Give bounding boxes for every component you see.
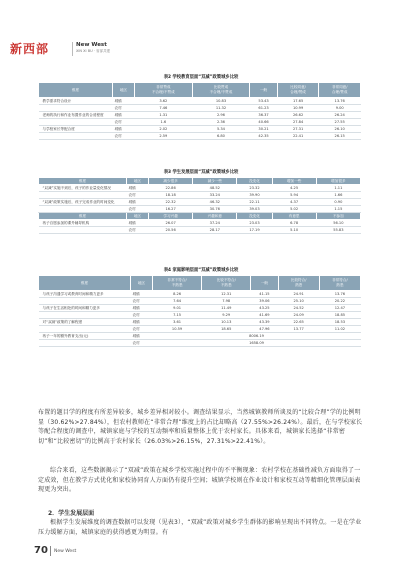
table4-caption: 表4 家庭影响层面“双减”政策城乡比较 bbox=[163, 268, 239, 273]
row-value: 24.91 bbox=[278, 291, 319, 298]
row-value: 10.83 bbox=[192, 98, 250, 105]
row-value: 17.19 bbox=[237, 227, 272, 234]
row-value: 22.32 bbox=[149, 199, 193, 206]
table-subheader-row bbox=[39, 213, 361, 220]
row-item bbox=[39, 298, 131, 305]
table3-header: 维度 bbox=[39, 178, 127, 185]
table-row bbox=[39, 319, 361, 326]
table-row bbox=[39, 298, 361, 305]
footer-journal-name: New West bbox=[54, 549, 77, 554]
row-value: 22.65 bbox=[278, 319, 319, 326]
row-value: 16.27 bbox=[149, 206, 193, 213]
row-value: 53.43 bbox=[250, 98, 278, 105]
row-region: 城镇 bbox=[127, 220, 149, 227]
row-value: 17.65 bbox=[277, 98, 319, 105]
row-item: “双减”政策实施后，孩子完成作业的时间变化 bbox=[39, 199, 127, 206]
table-row bbox=[39, 133, 361, 140]
row-value: 2.59 bbox=[135, 133, 193, 140]
row-value: 25.10 bbox=[278, 298, 319, 305]
table-row bbox=[39, 206, 361, 213]
journal-subtitle: XIN XI BU · 省部共建 bbox=[76, 49, 111, 53]
row-region: 城镇 bbox=[113, 112, 135, 119]
row-value: 43.25 bbox=[251, 305, 278, 312]
row-value: 12.31 bbox=[202, 291, 251, 298]
row-value: 18.18 bbox=[149, 192, 193, 199]
row-value: 1.15 bbox=[316, 206, 360, 213]
row-region: 城镇 bbox=[131, 291, 153, 298]
table-row bbox=[39, 126, 361, 133]
row-value: 6.80 bbox=[192, 133, 250, 140]
page-number: 70 bbox=[34, 545, 48, 556]
row-value: 11.02 bbox=[319, 326, 360, 333]
row-value: 18.85 bbox=[319, 312, 360, 319]
table4-header: 非常不符合/ 不熟悉 bbox=[153, 276, 202, 291]
table3-caption: 表3 学生发展层面“双减”政策城乡比较 bbox=[163, 170, 239, 175]
row-region: 农村 bbox=[131, 312, 153, 319]
row-value: 24.09 bbox=[278, 312, 319, 319]
row-region: 农村 bbox=[113, 119, 135, 126]
table-row bbox=[39, 185, 361, 192]
row-value: 7.46 bbox=[135, 105, 193, 112]
row-value: 1.31 bbox=[135, 112, 193, 119]
row-value: 1.6 bbox=[135, 119, 193, 126]
table4-header: 地区 bbox=[131, 276, 153, 291]
table-row bbox=[39, 305, 361, 312]
row-value: 61.23 bbox=[250, 105, 278, 112]
row-value: 3.62 bbox=[135, 98, 193, 105]
row-item bbox=[39, 133, 113, 140]
row-value: 30.21 bbox=[250, 126, 278, 133]
row-value: 0.90 bbox=[316, 199, 360, 206]
row-value: 22.41 bbox=[277, 133, 319, 140]
journal-name-en: New West bbox=[76, 42, 107, 48]
table-subheader: 没变化 bbox=[237, 213, 272, 220]
row-region: 农村 bbox=[127, 206, 149, 213]
row-value: 1.66 bbox=[316, 192, 360, 199]
row-region: 农村 bbox=[131, 298, 153, 305]
table2-header: 非常赞成 不合理/不赞成 bbox=[135, 83, 193, 98]
table-row bbox=[39, 326, 361, 333]
row-item bbox=[39, 227, 127, 234]
row-region: 农村 bbox=[127, 227, 149, 234]
row-value: 42.35 bbox=[250, 133, 278, 140]
row-value: 26.10 bbox=[319, 126, 361, 133]
row-value: 3.61 bbox=[153, 319, 202, 326]
row-value: 36.37 bbox=[250, 112, 278, 119]
row-value: 13.76 bbox=[319, 98, 361, 105]
table3-header: 增加很多 bbox=[316, 178, 360, 185]
table-row bbox=[39, 192, 361, 199]
row-region: 城镇 bbox=[113, 126, 135, 133]
row-value: 27.55 bbox=[319, 119, 361, 126]
table4-header: 一般 bbox=[251, 276, 278, 291]
body-paragraph-2: 综合来看，这些数据揭示了“双减”政策在城乡学校实施过程中的不平衡现象：农村学校在基础性减负方面取得了一定成效，但在教学方式优化和家校协同育人方面仍有提升空间；城镇学校则在作业设计和家校互动等精细化管理层面表现更为突出。 bbox=[38, 467, 361, 493]
row-value: 24.52 bbox=[278, 305, 319, 312]
table-row bbox=[39, 220, 361, 227]
table-subheader: 地区 bbox=[127, 213, 149, 220]
row-region: 农村 bbox=[131, 340, 153, 347]
row-value: 33.24 bbox=[193, 192, 237, 199]
row-value: 5.10 bbox=[272, 227, 316, 234]
row-value: 8006.19 bbox=[153, 333, 361, 340]
row-value: 37.24 bbox=[193, 220, 237, 227]
row-item bbox=[39, 312, 131, 319]
table3 bbox=[38, 177, 361, 234]
row-value: 10.99 bbox=[277, 105, 319, 112]
row-value: 56.10 bbox=[316, 220, 360, 227]
row-item: 教学需求符合设计 bbox=[39, 98, 113, 105]
row-value: 5.34 bbox=[192, 126, 250, 133]
row-region: 城镇 bbox=[127, 199, 149, 206]
table2-header: 地区 bbox=[113, 83, 135, 98]
logo-divider bbox=[72, 42, 73, 56]
table-row bbox=[39, 119, 361, 126]
table-row bbox=[39, 291, 361, 298]
row-region: 城镇 bbox=[113, 98, 135, 105]
row-item bbox=[39, 340, 131, 347]
row-value: 4.37 bbox=[272, 199, 316, 206]
row-value: 46.32 bbox=[193, 199, 237, 206]
table-row bbox=[39, 333, 361, 340]
row-value: 10.13 bbox=[202, 319, 251, 326]
row-value: 2.96 bbox=[192, 112, 250, 119]
body-paragraph-1: 布置的题目学的程度有所差异较多，城乡差异相对较小。调查结果显示，当然城镇教师所谈及的“比较合理”学的比例明显（30.62%>27.84%），但农村教师在“非常合理”维度上的占比却略高（27.55%>26.24%）。最后，在与学校家长等配合程度的调查中，城镇家庭与学校的互动频率和质量整体上优于农村家长。具体来看，城镇家长选择“非常密切”和“比较密切”的比例高于农村家长（26.03%>26.15%，27.31%>22.41%）。 bbox=[38, 409, 363, 445]
table2-caption: 表2 学校教育层面“双减”政策城乡比较 bbox=[163, 75, 239, 80]
row-value: 13.77 bbox=[278, 326, 319, 333]
row-value: 8.26 bbox=[153, 291, 202, 298]
table-row bbox=[39, 340, 361, 347]
row-region: 农村 bbox=[127, 192, 149, 199]
row-item: 与孩子沟通学习或教育时间和精力更多 bbox=[39, 291, 131, 298]
row-value: 7.98 bbox=[202, 298, 251, 305]
row-value: 26.07 bbox=[149, 220, 193, 227]
row-value: 55.83 bbox=[316, 227, 360, 234]
table-subheader: 不参加 bbox=[316, 213, 360, 220]
footer-divider bbox=[50, 546, 51, 556]
row-value: 5.94 bbox=[272, 192, 316, 199]
row-item: 孩子自愿参加的课外辅导机构 bbox=[39, 220, 127, 227]
row-value: 41.69 bbox=[251, 312, 278, 319]
row-value: 27.84 bbox=[277, 119, 319, 126]
row-value: 41.15 bbox=[251, 291, 278, 298]
table-row bbox=[39, 112, 361, 119]
row-item: “双减”实施不到后，孩子的作业量变化情况 bbox=[39, 185, 127, 192]
row-region: 城镇 bbox=[127, 185, 149, 192]
row-region: 城镇 bbox=[131, 319, 153, 326]
table3-header: 减少一些 bbox=[193, 178, 237, 185]
row-value: 20.56 bbox=[149, 227, 193, 234]
row-value: 39.06 bbox=[251, 298, 278, 305]
table4-header: 比较符合/ 熟悉 bbox=[278, 276, 319, 291]
table4-header: 比较不符合/ 不熟悉 bbox=[202, 276, 251, 291]
row-item: 老师的执行和作业布置作业的合适程度 bbox=[39, 112, 113, 119]
row-value: 43.39 bbox=[251, 319, 278, 326]
row-region: 农村 bbox=[131, 326, 153, 333]
table-row bbox=[39, 199, 361, 206]
table-subheader: 学习兴趣 bbox=[149, 213, 193, 220]
row-item: 孩子一年的额外教育支出(元) bbox=[39, 333, 131, 340]
row-value: 7.64 bbox=[153, 298, 202, 305]
table-row bbox=[39, 98, 361, 105]
table-subheader: 兴趣和意 bbox=[193, 213, 237, 220]
row-value: 26.24 bbox=[319, 112, 361, 119]
table3-header: 增加一些 bbox=[272, 178, 316, 185]
row-region: 城镇 bbox=[131, 333, 153, 340]
table3-header: 地区 bbox=[127, 178, 149, 185]
row-value: 6.78 bbox=[272, 220, 316, 227]
row-value: 12.47 bbox=[319, 305, 360, 312]
table2-header: 维度 bbox=[39, 83, 113, 98]
row-value: 10.59 bbox=[153, 326, 202, 333]
row-item bbox=[39, 192, 127, 199]
row-value: 39.03 bbox=[237, 206, 272, 213]
page-header bbox=[0, 0, 402, 58]
table3-header: 减少很多 bbox=[149, 178, 193, 185]
row-value: 9.00 bbox=[319, 105, 361, 112]
row-value: 18.65 bbox=[202, 326, 251, 333]
row-value: 9.01 bbox=[153, 305, 202, 312]
row-value: 5.02 bbox=[272, 206, 316, 213]
table4-header: 非常符合/ 熟悉 bbox=[319, 276, 360, 291]
table2-header: 比较同意/ 合理/赞成 bbox=[277, 83, 319, 98]
row-item bbox=[39, 206, 127, 213]
row-value: 26.15 bbox=[319, 133, 361, 140]
row-value: 30.76 bbox=[193, 206, 237, 213]
row-value: 22.11 bbox=[237, 199, 272, 206]
row-value: 1.11 bbox=[316, 185, 360, 192]
row-value: 18.53 bbox=[319, 319, 360, 326]
row-region: 农村 bbox=[113, 105, 135, 112]
row-value: 11.49 bbox=[202, 305, 251, 312]
row-value: 48.52 bbox=[193, 185, 237, 192]
table-row bbox=[39, 105, 361, 112]
table3-header: 没变化 bbox=[237, 178, 272, 185]
row-item: 对“双减”政策的了解程度 bbox=[39, 319, 131, 326]
table-subheader: 有意思 bbox=[272, 213, 316, 220]
row-value: 22.86 bbox=[149, 185, 193, 192]
journal-logo: 新西部 bbox=[10, 42, 50, 56]
row-value: 23.32 bbox=[237, 185, 272, 192]
row-value: 27.31 bbox=[277, 126, 319, 133]
row-value: 9.29 bbox=[202, 312, 251, 319]
row-value: 2.02 bbox=[135, 126, 193, 133]
row-item bbox=[39, 105, 113, 112]
row-item bbox=[39, 326, 131, 333]
row-value: 4.25 bbox=[272, 185, 316, 192]
table4 bbox=[38, 275, 361, 347]
table-subheader: 维度 bbox=[39, 213, 127, 220]
section-heading: 2．学生发展层面 bbox=[48, 510, 95, 517]
table2-header: 一般 bbox=[250, 83, 278, 98]
row-value: 26.62 bbox=[277, 112, 319, 119]
table4-header: 维度 bbox=[39, 276, 131, 291]
table2 bbox=[38, 82, 361, 140]
body-paragraph-3: 根据学生发展维度的调查数据可以发现（见表3），“双减”政策对城乡学生群体的影响呈现出不同特点。一是在学业压力缓解方面，城镇家庭的获得感更为明显。有 bbox=[38, 519, 362, 536]
row-value: 39.90 bbox=[237, 192, 272, 199]
row-value: 2.36 bbox=[192, 119, 250, 126]
table-row bbox=[39, 227, 361, 234]
row-value: 47.96 bbox=[251, 326, 278, 333]
table2-header: 非常同意/ 合理/赞成 bbox=[319, 83, 361, 98]
row-value: 13.76 bbox=[319, 291, 360, 298]
row-value: 28.17 bbox=[193, 227, 237, 234]
row-value: 7.15 bbox=[153, 312, 202, 319]
row-item bbox=[39, 119, 113, 126]
row-value: 1658.09 bbox=[153, 340, 361, 347]
row-value: 23.03 bbox=[237, 220, 272, 227]
row-item: 与孩子在生活相处的时间和精力更多 bbox=[39, 305, 131, 312]
table-row bbox=[39, 312, 361, 319]
row-region: 农村 bbox=[113, 133, 135, 140]
row-item: 与学校家长等配合度 bbox=[39, 126, 113, 133]
row-region: 城镇 bbox=[131, 305, 153, 312]
table2-header: 比较赞成 不合理/不赞成 bbox=[192, 83, 250, 98]
row-value: 11.32 bbox=[192, 105, 250, 112]
row-value: 20.22 bbox=[319, 298, 360, 305]
row-value: 40.66 bbox=[250, 119, 278, 126]
